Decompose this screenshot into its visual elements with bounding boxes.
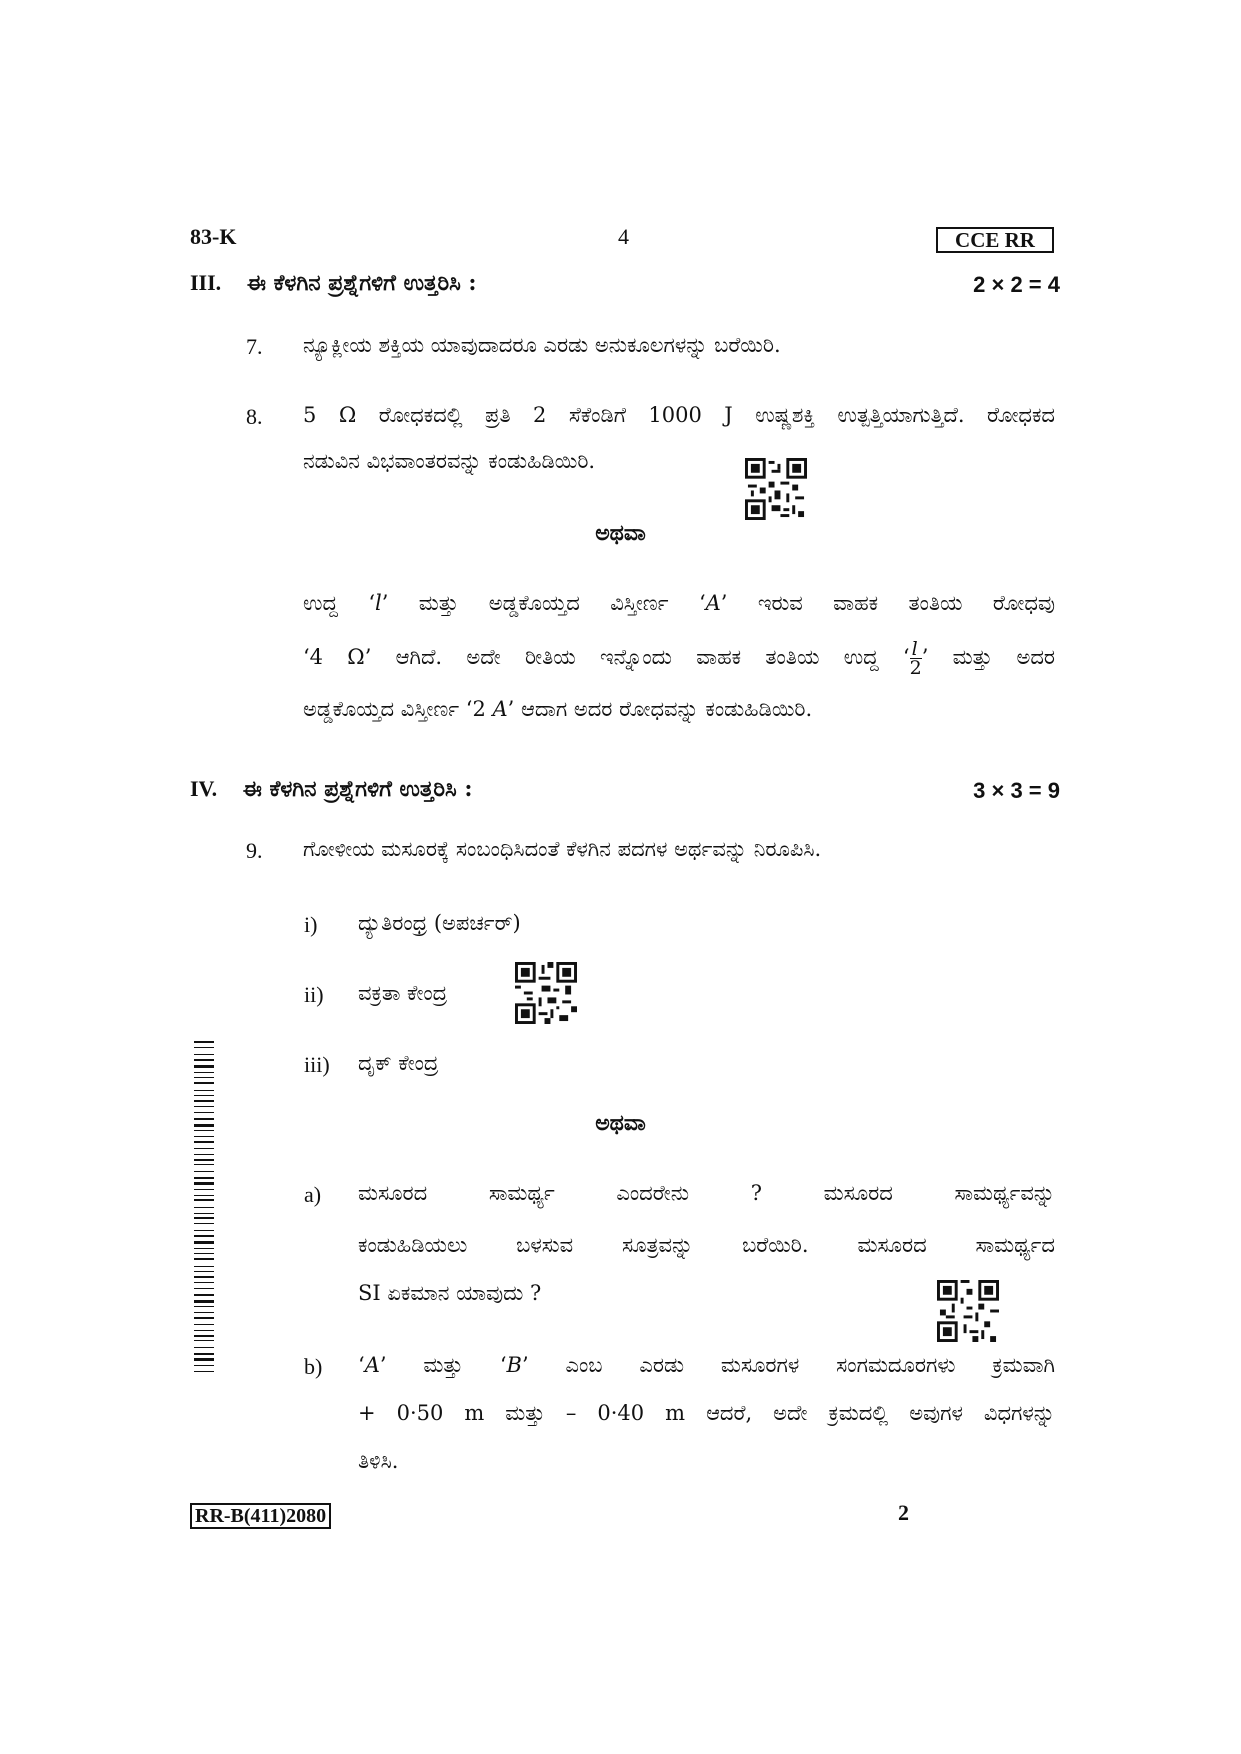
q8-alt-l3b: ’ ಆದಾಗ ಅದರ ರೋಧವನ್ನು ಕಂಡುಹಿಡಿಯಿರಿ.	[507, 697, 813, 721]
or-divider-1: ಅಥವಾ	[595, 520, 646, 546]
q9-alt-a-line-1: ಮಸೂರದ ಸಾಮರ್ಥ್ಯ ಎಂದರೇನು ? ಮಸೂರದ ಸಾಮರ್ಥ್ಯವನ್ನು	[358, 1181, 1055, 1205]
q9-item-3-label: iii)	[304, 1052, 330, 1077]
q9-text: ಗೋಳೀಯ ಮಸೂರಕ್ಕೆ ಸಂಬಂಧಿಸಿದಂತೆ ಕೆಳಗಿನ ಪದಗಳ ಅರ್ಥವನ್ನು ನಿರೂಪಿಸಿ.	[303, 837, 822, 861]
q8-line-2: ನಡುವಿನ ವಿಭವಾಂತರವನ್ನು ಕಂಡುಹಿಡಿಯಿರಿ.	[303, 449, 596, 473]
var-A: A	[705, 591, 721, 615]
section-3-marks: 2 × 2 = 4	[973, 272, 1060, 297]
q9-item-2-label: ii)	[304, 982, 324, 1007]
q9-alt-b-line-2: + 0·50 m ಮತ್ತು – 0·40 m ಆದರೆ, ಅದೇ ಕ್ರಮದಲ್ಲಿ ಅವುಗಳ ವಿಧಗಳನ್ನು	[358, 1401, 1055, 1425]
sheet-number: 2	[898, 1500, 909, 1525]
var-A-3: A	[364, 1353, 380, 1377]
q9-alt-a-line-2: ಕಂಡುಹಿಡಿಯಲು ಬಳಸುವ ಸೂತ್ರವನ್ನು ಬರೆಯಿರಿ. ಮಸೂರದ ಸಾಮರ್ಥ್ಯದ	[358, 1233, 1055, 1257]
q8-alt-line-1	[303, 580, 1055, 626]
q8-alt-l2b: ’ ಮತ್ತು ಅದರ	[921, 645, 1055, 669]
q9-item-3-text: ದೃಕ್ ಕೇಂದ್ರ	[358, 1051, 439, 1075]
var-A-2: A	[492, 697, 508, 721]
q9-alt-b-rest: ’ ಎಂಬ ಎರಡು ಮಸೂರಗಳ ಸಂಗಮದೂರಗಳು ಕ್ರಮವಾಗಿ	[521, 1353, 1056, 1377]
q8-alt-l1c: ’ ಇರುವ ವಾಹಕ ತಂತಿಯ ರೋಧವು	[720, 591, 1055, 615]
q9-item-1-label: i)	[304, 912, 318, 937]
or-divider-2: ಅಥವಾ	[595, 1110, 646, 1136]
section-4-marks: 3 × 3 = 9	[973, 778, 1060, 803]
qr-code-icon	[745, 458, 807, 520]
q9-alt-b-mid: ’ ಮತ್ತು ‘	[379, 1353, 507, 1377]
q8-line-1: 5 Ω ರೋಧಕದಲ್ಲಿ ಪ್ರತಿ 2 ಸೆಕೆಂಡಿಗೆ 1000 J ಉಷ್ಣಶಕ್ತಿ ಉತ್ಪತ್ತಿಯಾಗುತ್ತಿದೆ. ರೋಧಕದ	[303, 403, 1055, 427]
section-4-title: ಈ ಕೆಳಗಿನ ಪ್ರಶ್ನೆಗಳಿಗೆ ಉತ್ತರಿಸಿ :	[242, 776, 473, 802]
qr-code-icon	[937, 1280, 999, 1342]
footer-code-box: RR-B(411)2080	[190, 1503, 331, 1529]
q7-text: ನ್ಯೂಕ್ಲೀಯ ಶಕ್ತಿಯ ಯಾವುದಾದರೂ ಎರಡು ಅನುಕೂಲಗಳನ್ನು ಬರೆಯಿರಿ.	[303, 333, 781, 357]
q9-alt-a-label: a)	[304, 1182, 322, 1207]
q9-alt-b-line-1	[358, 1342, 1055, 1388]
q8-number: 8.	[246, 404, 263, 429]
section-4-number: IV.	[190, 776, 218, 801]
var-B: B	[506, 1353, 522, 1377]
q8-alt-l2a: ‘4 Ω’ ಆಗಿದೆ. ಅದೇ ರೀತಿಯ ಇನ್ನೊಂದು ವಾಹಕ ತಂತಿಯ ಉದ್ದ ‘	[303, 645, 910, 669]
fraction-numerator: l	[910, 640, 922, 659]
q7-number: 7.	[246, 334, 263, 359]
section-3-title: ಈ ಕೆಳಗಿನ ಪ್ರಶ್ನೆಗಳಿಗೆ ಉತ್ತರಿಸಿ :	[246, 270, 477, 296]
q8-alt-l3a: ಅಡ್ಡಕೊಯ್ತದ ವಿಸ್ತೀರ್ಣ ‘2	[303, 697, 493, 721]
section-3-number: III.	[190, 270, 222, 295]
series-box: CCE RR	[936, 227, 1054, 253]
section-4-heading	[190, 776, 473, 802]
fraction-denominator: 2	[909, 657, 922, 679]
barcode-icon	[194, 1041, 214, 1373]
q9-alt-b-line-3: ತಿಳಿಸಿ.	[358, 1449, 399, 1473]
section-3-heading	[190, 270, 477, 296]
q9-number: 9.	[246, 838, 263, 863]
var-l: l	[375, 591, 382, 615]
q8-alt-l1a: ಉದ್ದ ‘	[303, 591, 375, 615]
q9-item-1-text: ದ್ಯುತಿರಂಧ್ರ (ಅಪರ್ಚರ್)	[358, 911, 521, 935]
q9-alt-a-line-3: SI ಏಕಮಾನ ಯಾವುದು ?	[358, 1281, 542, 1305]
q9-alt-b-label: b)	[304, 1354, 323, 1379]
fraction-l-over-2	[910, 640, 922, 677]
q9-item-2-text: ವಕ್ರತಾ ಕೇಂದ್ರ	[358, 981, 448, 1005]
qr-code-icon	[515, 962, 577, 1024]
q8-alt-line-2	[303, 634, 1055, 680]
q9-alt-b-quote: ‘	[358, 1353, 365, 1377]
q8-alt-line-3	[303, 686, 1055, 732]
paper-code: 83-K	[190, 224, 237, 249]
page-number: 4	[618, 224, 629, 249]
q8-alt-l1b: ’ ಮತ್ತು ಅಡ್ಡಕೊಯ್ತದ ವಿಸ್ತೀರ್ಣ ‘	[381, 591, 706, 615]
